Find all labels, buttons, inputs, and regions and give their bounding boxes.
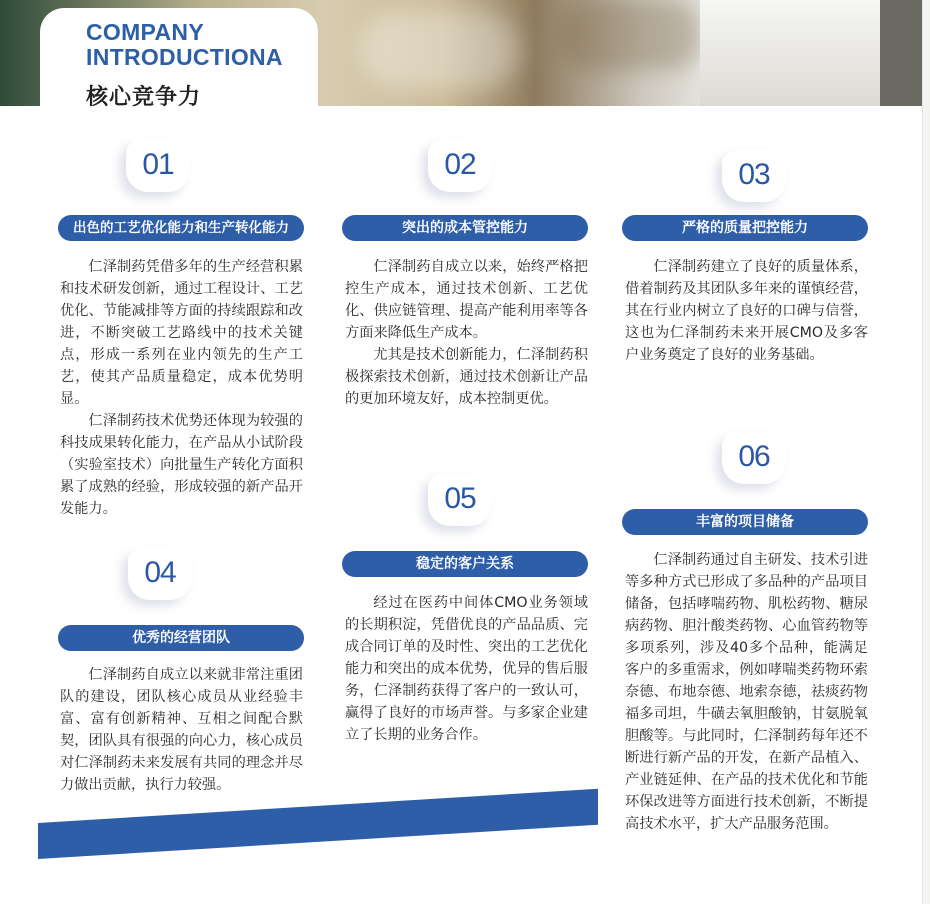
section-number: 03: [738, 158, 770, 191]
title-en-line2: INTRODUCTIONA: [86, 44, 283, 70]
section-number: 04: [144, 556, 176, 589]
paragraph: 仁泽制药建立了良好的质量体系，借着制药及其团队多年来的谨慎经营，其在行业内树立了良好的口碑与信誉，这也为仁泽制药未来开展CMO及多客户业务奠定了良好的业务基础。: [625, 259, 868, 363]
paragraph: 仁泽制药自成立以来，始终严格把控生产成本，通过技术创新、工艺优化、供应链管理、提高产能利用率等各方面来降低生产成本。: [345, 259, 588, 341]
section-body-02: [345, 256, 588, 410]
section-number-badge-01: [126, 140, 190, 192]
section-body-04: [60, 664, 303, 796]
paragraph: 经过在医药中间体CMO业务领域的长期积淀，凭借优良的产品品质、完成合同订单的及时性、突出的工艺优化能力和突出的成本优势，优异的售后服务，仁泽制药获得了客户的一致认可，赢得了良好的市场声誉。与多家企业建立了长期的业务合作。: [345, 595, 588, 743]
section-heading-04: 优秀的经营团队: [58, 625, 304, 651]
section-heading-03: 严格的质量把控能力: [622, 215, 868, 241]
section-body-05: [345, 592, 588, 746]
section-body-01: [60, 256, 303, 520]
paragraph: 仁泽制药技术优势还体现为较强的科技成果转化能力，在产品从小试阶段（实验室技术）向批量生产转化方面积累了成熟的经验，形成较强的新产品开发能力。: [60, 413, 303, 517]
section-body-06: [625, 549, 868, 835]
paragraph: 尤其是技术创新能力，仁泽制药积极探索技术创新，通过技术创新让产品的更加环境友好，成本控制更优。: [345, 347, 588, 407]
page-title-chinese: 核心竞争力: [86, 85, 202, 110]
section-heading-06: 丰富的项目储备: [622, 509, 868, 535]
section-number: 05: [444, 482, 476, 515]
section-number-badge-06: [722, 432, 786, 484]
paragraph: 仁泽制药自成立以来就非常注重团队的建设，团队核心成员从业经验丰富、富有创新精神、互相之间配合默契，团队具有很强的向心力，核心成员对仁泽制药未来发展有共同的理念并尽力做出贡献，执行力较强。: [60, 667, 303, 793]
decorative-diagonal-stripe: [38, 789, 598, 859]
section-number: 02: [444, 148, 476, 181]
paragraph: 仁泽制药凭借多年的生产经营积累和技术研发创新，通过工程设计、工艺优化、节能减排等方面的持续跟踪和改进，不断突破工艺路线中的技术关键点，形成一系列在业内领先的生产工艺，使其产品质量稳定，成本优势明显。: [60, 259, 303, 407]
page-title-english: [86, 20, 283, 70]
section-number: 06: [738, 440, 770, 473]
section-number-badge-03: [722, 150, 786, 202]
section-number-badge-02: [428, 140, 492, 192]
section-body-03: [625, 256, 868, 366]
title-en-line1: COMPANY: [86, 19, 204, 45]
section-heading-01: 出色的工艺优化能力和生产转化能力: [58, 215, 304, 241]
section-number-badge-04: [128, 548, 192, 600]
section-number: 01: [142, 148, 174, 181]
section-heading-02: 突出的成本管控能力: [342, 215, 588, 241]
page-edge: [922, 0, 930, 904]
section-heading-05: 稳定的客户关系: [342, 551, 588, 577]
paragraph: 仁泽制药通过自主研发、技术引进等多种方式已形成了多品种的产品项目储备，包括哮喘药物、肌松药物、糖尿病药物、胆汁酸类药物、心血管药物等多项系列，涉及40多个品种，能满足客户的多重需求，例如哮喘类药物环索奈德、布地奈德、地索奈德，祛痰药物福多司坦，牛磺去氧胆酸钠，甘氨脱氧胆酸等。与此同时，仁泽制药每年还不断进行新产品的开发，在新产品植入、产业链延伸、在产品的技术优化和节能环保改进等方面进行技术创新，不断提高技术水平，扩大产品服务范围。: [625, 552, 868, 832]
section-number-badge-05: [428, 474, 492, 526]
